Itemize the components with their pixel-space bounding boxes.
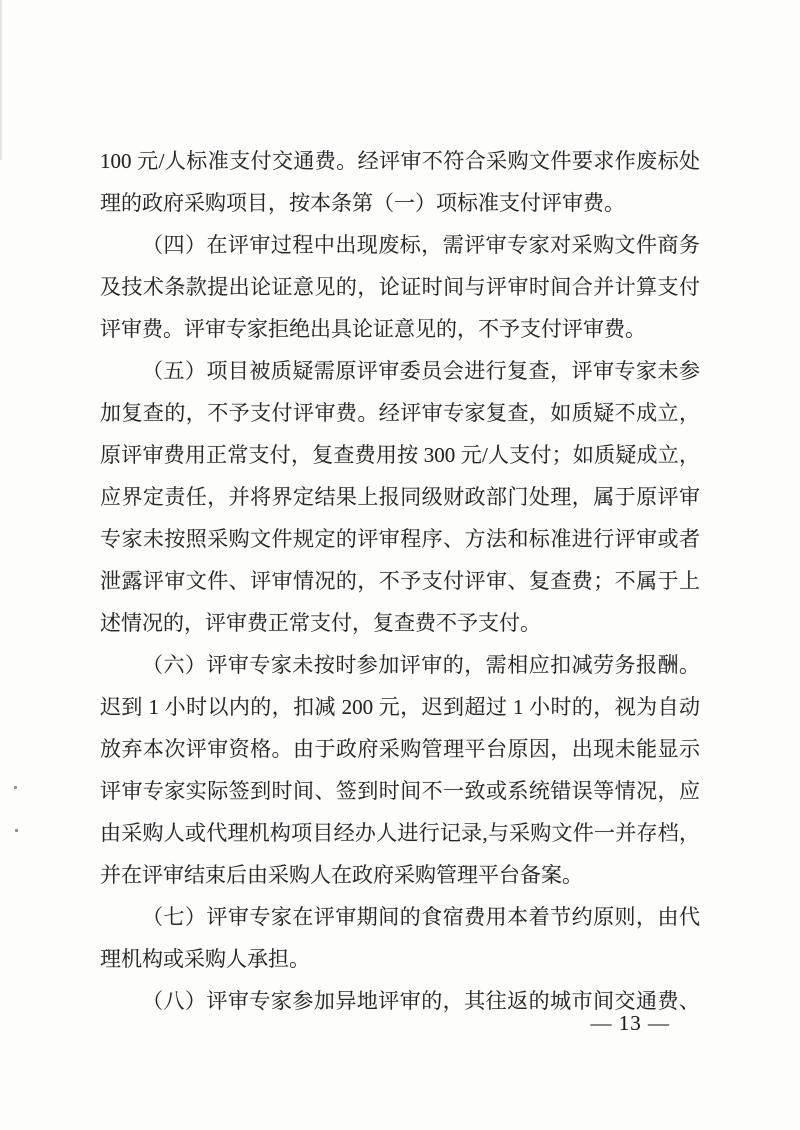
scan-speck [15,829,18,832]
text-line: 泄露评审文件、评审情况的，不予支付评审、复查费；不属于上 [100,569,700,593]
text-line: 应界定责任，并将界定结果上报同级财政部门处理，属于原评审 [100,485,700,509]
text-line: 放弃本次评审资格。由于政府采购管理平台原因，出现未能显示 [100,737,700,761]
text-line: 评审费。评审专家拒绝出具论证意见的，不予支付评审费。 [100,317,646,341]
text-line: 100 元/人标准支付交通费。经评审不符合采购文件要求作废标处 [100,149,700,173]
text-line: （五）项目被质疑需原评审委员会进行复查，评审专家未参 [142,359,700,383]
text-line: 原评审费用正常支付，复查费用按 300 元/人支付；如质疑成立， [100,443,700,467]
text-line: （七）评审专家在评审期间的食宿费用本着节约原则，由代 [142,905,700,929]
text-line: 及技术条款提出论证意见的，论证时间与评审时间合并计算支付 [100,275,700,299]
text-line: （四）在评审过程中出现废标，需评审专家对采购文件商务 [142,233,700,257]
document-body [100,140,700,1022]
text-line: 专家未按照采购文件规定的评审程序、方法和标准进行评审或者 [100,527,700,551]
text-line: 理的政府采购项目，按本条第（一）项标准支付评审费。 [100,191,625,215]
text-line: 由采购人或代理机构项目经办人进行记录,与采购文件一并存档， [100,821,700,845]
text-line: 并在评审结束后由采购人在政府采购管理平台备案。 [100,863,583,887]
text-line: 评审专家实际签到时间、签到时间不一致或系统错误等情况，应 [100,779,700,803]
text-line: 述情况的，评审费正常支付，复查费不予支付。 [100,611,541,635]
scan-edge-shadow [0,0,3,160]
text-line: 迟到 1 小时以内的，扣减 200 元，迟到超过 1 小时的，视为自动 [100,695,700,719]
scan-speck [14,786,17,789]
text-line: 理机构或采购人承担。 [100,947,310,971]
text-line: 加复查的，不予支付评审费。经评审专家复查，如质疑不成立， [100,401,700,425]
page-number: — 13 — [590,1011,670,1035]
text-line: （六）评审专家未按时参加评审的，需相应扣减劳务报酬。 [142,653,700,677]
text-line: （八）评审专家参加异地评审的，其往返的城市间交通费、 [142,989,700,1013]
